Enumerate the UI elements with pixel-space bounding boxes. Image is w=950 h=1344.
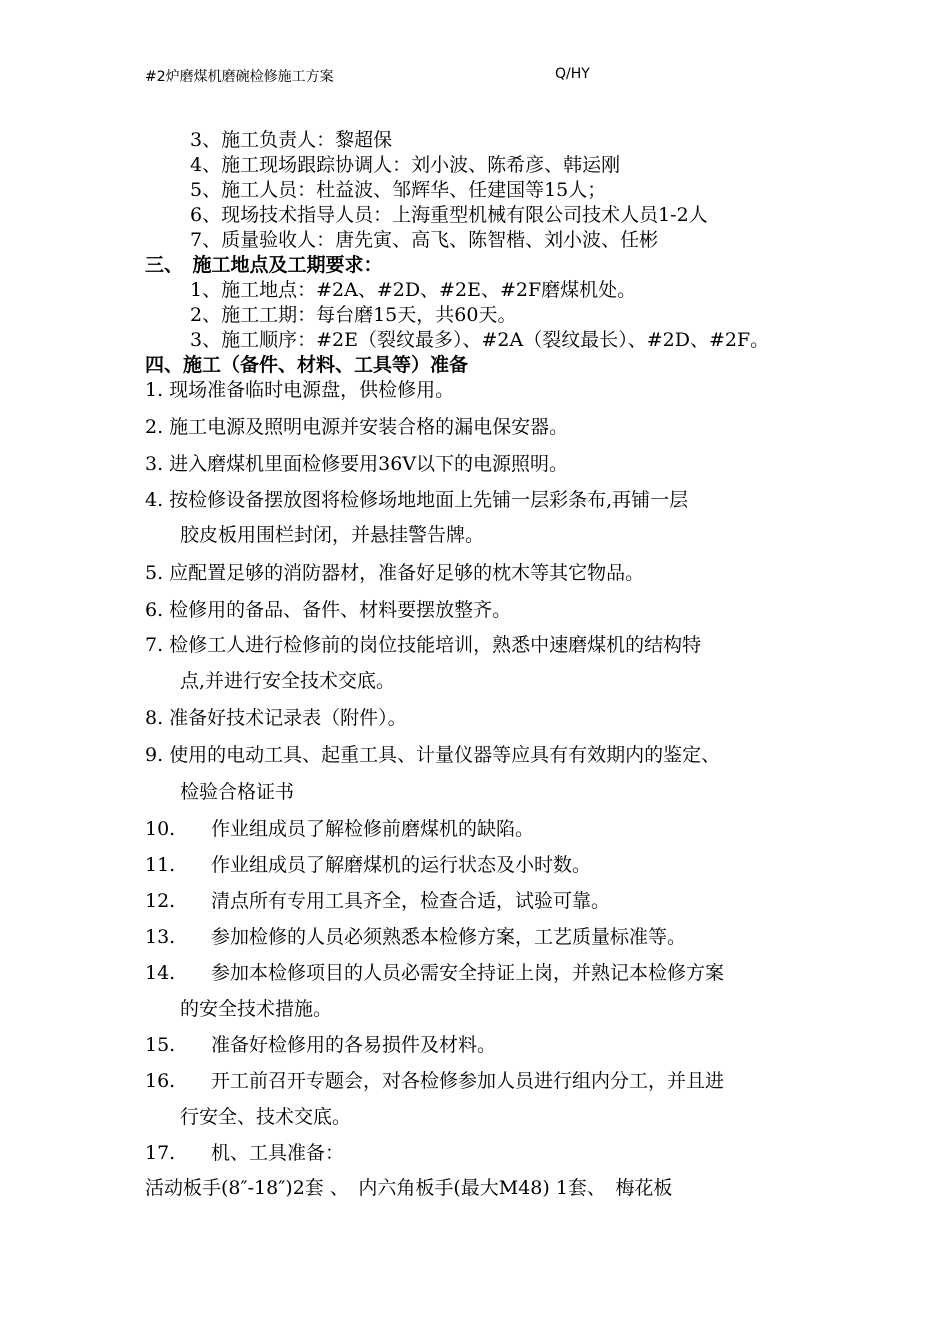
list-item-text: 检修用的备品、备件、材料要摆放整齐。 [169, 599, 512, 621]
section-3-item: 1、施工地点：#2A、#2D、#2E、#2F磨煤机处。 [190, 279, 637, 301]
list-item-text: 检修工人进行检修前的岗位技能培训，熟悉中速磨煤机的结构特 [169, 634, 702, 656]
list-item-text: 开工前召开专题会，对各检修参加人员进行组内分工，并且进 [211, 1070, 725, 1092]
list-item-continuation: 行安全、技术交底。 [180, 1106, 352, 1128]
list-item [145, 922, 686, 949]
list-item-number: 6. [145, 599, 164, 621]
list-item-continuation: 检验合格证书 [180, 781, 295, 803]
list-item-number: 14. [145, 962, 176, 984]
list-item-number: 11. [145, 854, 176, 876]
list-item [145, 412, 568, 439]
header-title: #2炉磨煤机磨碗检修施工方案 [145, 69, 334, 85]
list-item-text: 准备好技术记录表（附件）。 [169, 707, 407, 729]
list-item-continuation: 的安全技术措施。 [180, 998, 333, 1020]
list-item-number: 16. [145, 1070, 176, 1092]
personnel-item: 4、施工现场跟踪协调人：刘小波、陈希彦、韩运刚 [190, 154, 621, 176]
list-item [145, 814, 534, 841]
list-item-text: 参加本检修项目的人员必需安全持证上岗，并熟记本检修方案 [211, 962, 725, 984]
list-item-number: 1. [145, 379, 164, 401]
list-item [145, 958, 724, 985]
section-3-heading: 三、 施工地点及工期要求： [145, 254, 383, 276]
list-item-number: 8. [145, 707, 164, 729]
list-item-text: 按检修设备摆放图将检修场地地面上先铺一层彩条布,再铺一层 [169, 489, 689, 511]
list-item-text: 参加检修的人员必须熟悉本检修方案，工艺质量标准等。 [211, 926, 687, 948]
list-item-number: 4. [145, 489, 164, 511]
list-item-continuation: 点,并进行安全技术交底。 [180, 670, 396, 692]
list-item-text: 使用的电动工具、起重工具、计量仪器等应具有有效期内的鉴定、 [169, 744, 721, 766]
list-item-number: 17. [145, 1142, 176, 1164]
list-item [145, 850, 591, 877]
personnel-item: 6、现场技术指导人员：上海重型机械有限公司技术人员1-2人 [190, 204, 708, 226]
section-3-item: 2、施工工期：每台磨15天，共60天。 [190, 304, 517, 326]
list-item-number: 15. [145, 1034, 176, 1056]
list-item [145, 740, 720, 767]
list-item-number: 7. [145, 634, 164, 656]
list-item-number: 13. [145, 926, 176, 948]
tools-line: 活动板手(8″-18″)2套 、 内六角板手(最大M48) 1套、 梅花板 [145, 1177, 673, 1199]
list-item-number: 9. [145, 744, 164, 766]
list-item-continuation: 胶皮板用围栏封闭，并悬挂警告牌。 [180, 524, 485, 546]
list-item-text: 现场准备临时电源盘，供检修用。 [169, 379, 455, 401]
section-3-item: 3、施工顺序：#2E（裂纹最多）、#2A（裂纹最长）、#2D、#2F。 [190, 329, 770, 351]
list-item-number: 5. [145, 562, 164, 584]
list-item [145, 886, 610, 913]
list-item [145, 449, 568, 476]
list-item-number: 2. [145, 416, 164, 438]
list-item [145, 1030, 496, 1057]
list-item-number: 3. [145, 453, 164, 475]
section-4-heading: 四、施工（备件、材料、工具等）准备 [145, 354, 469, 376]
list-item-text: 作业组成员了解磨煤机的运行状态及小时数。 [211, 854, 592, 876]
personnel-item: 3、施工负责人：黎超保 [190, 129, 393, 151]
list-item [145, 1066, 724, 1093]
list-item [145, 630, 701, 657]
list-item-number: 10. [145, 818, 176, 840]
list-item-text: 机、工具准备： [211, 1142, 345, 1164]
list-item [145, 703, 407, 730]
list-item-text: 进入磨煤机里面检修要用36V以下的电源照明。 [169, 453, 569, 475]
personnel-item: 5、施工人员：杜益波、邹辉华、任建国等15人； [190, 179, 607, 201]
personnel-item: 7、质量验收人：唐先寅、高飞、陈智楷、刘小波、任彬 [190, 229, 659, 251]
list-item [145, 1138, 344, 1165]
list-item [145, 485, 688, 512]
list-item-text: 清点所有专用工具齐全，检查合适，试验可靠。 [211, 890, 611, 912]
list-item-number: 12. [145, 890, 176, 912]
list-item [145, 558, 644, 585]
list-item [145, 595, 511, 622]
header-code: Q/HY [555, 66, 590, 82]
list-item-text: 准备好检修用的各易损件及材料。 [211, 1034, 497, 1056]
list-item-text: 作业组成员了解检修前磨煤机的缺陷。 [211, 818, 535, 840]
list-item-text: 施工电源及照明电源并安装合格的漏电保安器。 [169, 416, 569, 438]
list-item [145, 375, 454, 402]
list-item-text: 应配置足够的消防器材，准备好足够的枕木等其它物品。 [169, 562, 645, 584]
